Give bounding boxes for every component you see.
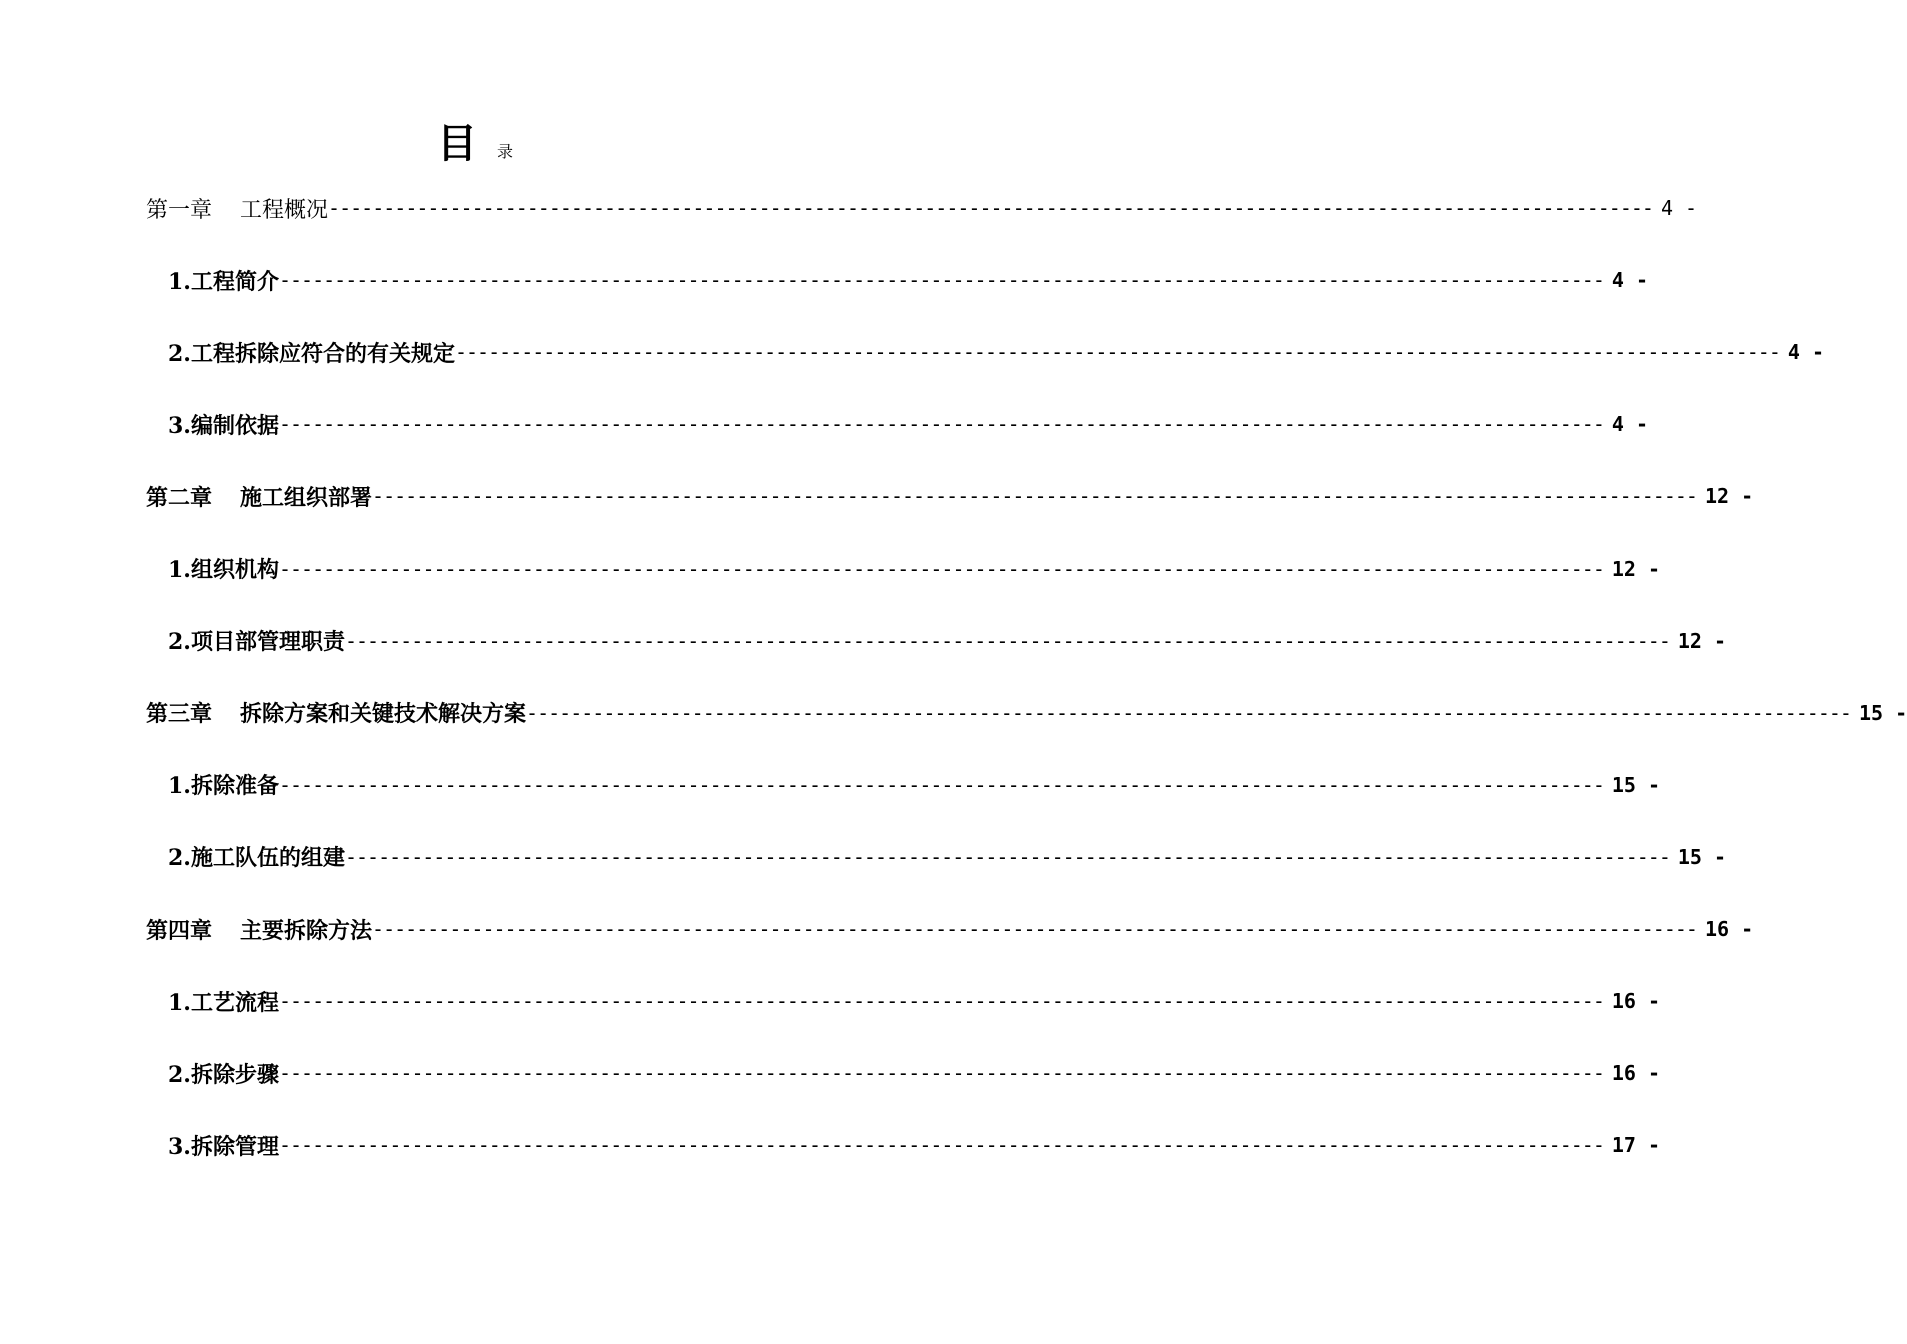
toc-dot-leader: ------------------------------------------------------------------------------------------------------------------------ (278, 412, 1604, 437)
toc-page-number: 15 - (1611, 772, 1661, 797)
toc-section-entry[interactable] (168, 1128, 1661, 1162)
toc-section-entry[interactable] (168, 552, 1661, 586)
toc-dot-leader: ------------------------------------------------------------------------------------------------------------------------ (278, 1061, 1604, 1086)
toc-chapter-entry[interactable] (146, 696, 1907, 730)
toc-entry-label: 2.工程拆除应符合的有关规定 (168, 340, 455, 367)
toc-section-entry[interactable] (168, 335, 1825, 369)
toc-entry-label (146, 914, 372, 945)
toc-chapter-number: 第四章 (146, 917, 213, 944)
toc-page-number: 15 - (1858, 700, 1907, 725)
toc-chapter-number: 第三章 (146, 701, 213, 728)
toc-page-number: 15 - (1677, 844, 1727, 869)
toc-dot-leader: ------------------------------------------------------------------------------------------------------------------------ (278, 1133, 1604, 1158)
toc-page-number: 12 - (1704, 484, 1754, 509)
toc-page-number: 12 - (1611, 556, 1661, 581)
toc-chapter-number: 第一章 (146, 197, 213, 223)
toc-section-entry[interactable] (168, 1056, 1661, 1090)
toc-page-number: 4 - (1660, 196, 1698, 220)
toc-entry-label (146, 697, 526, 728)
toc-section-entry[interactable] (168, 263, 1649, 297)
toc-chapter-title: 工程概况 (240, 197, 329, 223)
toc-page-number: 16 - (1611, 1061, 1661, 1086)
toc-dot-leader: ------------------------------------------------------------------------------------------------------------------------ (328, 196, 1653, 220)
toc-chapter-entry[interactable] (146, 191, 1698, 225)
toc-entry-label: 2.项目部管理职责 (168, 629, 345, 656)
toc-entry-label (146, 481, 372, 512)
toc-dot-leader: ------------------------------------------------------------------------------------------------------------------------ (454, 340, 1780, 365)
toc-chapter-entry[interactable] (146, 479, 1754, 513)
toc-entry-label: 2.拆除步骤 (168, 1061, 279, 1088)
toc-dot-leader: ------------------------------------------------------------------------------------------------------------------------ (526, 700, 1851, 725)
toc-page-number: 4 - (1611, 268, 1649, 293)
toc-entry-label: 1.组织机构 (168, 557, 279, 583)
toc-entry-label: 1.工艺流程 (168, 989, 279, 1016)
toc-dot-leader: ------------------------------------------------------------------------------------------------------------------------ (344, 844, 1670, 869)
toc-section-entry[interactable] (168, 768, 1661, 802)
toc-dot-leader: ------------------------------------------------------------------------------------------------------------------------ (372, 917, 1697, 941)
toc-entry-label: 1.工程简介 (168, 268, 279, 295)
toc-chapter-title: 施工组织部署 (240, 484, 373, 511)
toc-entry-label (146, 193, 328, 224)
toc-page-number: 4 - (1611, 412, 1649, 437)
toc-dot-leader: ------------------------------------------------------------------------------------------------------------------------ (278, 989, 1604, 1014)
toc-dot-leader: ------------------------------------------------------------------------------------------------------------------------ (372, 484, 1697, 509)
toc-chapter-entry[interactable] (146, 912, 1754, 946)
toc-page-number: 12 - (1677, 628, 1727, 653)
toc-dot-leader: ------------------------------------------------------------------------------------------------------------------------ (278, 556, 1604, 581)
toc-page-number: 16 - (1704, 917, 1754, 941)
toc-chapter-title: 主要拆除方法 (240, 917, 373, 944)
toc-section-entry[interactable] (168, 407, 1649, 441)
toc-entry-label: 3.编制依据 (168, 412, 279, 439)
toc-dot-leader: ------------------------------------------------------------------------------------------------------------------------ (278, 268, 1604, 293)
toc-entry-label: 2.施工队伍的组建 (168, 845, 345, 872)
toc-section-entry[interactable] (168, 840, 1727, 874)
toc-title-main: 目 (436, 120, 477, 167)
toc-chapter-number: 第二章 (146, 484, 213, 511)
toc-page-number: 17 - (1611, 1133, 1661, 1158)
toc-section-entry[interactable] (168, 624, 1727, 658)
toc-page-number: 4 - (1787, 340, 1825, 365)
toc-entry-label: 1.拆除准备 (168, 773, 279, 800)
toc-dot-leader: ------------------------------------------------------------------------------------------------------------------------ (344, 628, 1670, 653)
toc-entry-label: 3.拆除管理 (168, 1133, 279, 1160)
toc-dot-leader: ------------------------------------------------------------------------------------------------------------------------ (278, 772, 1604, 797)
toc-page-number: 16 - (1611, 989, 1661, 1014)
toc-title-sub: 录 (496, 142, 513, 161)
toc-chapter-title: 拆除方案和关键技术解决方案 (240, 701, 527, 728)
toc-section-entry[interactable] (168, 984, 1661, 1018)
